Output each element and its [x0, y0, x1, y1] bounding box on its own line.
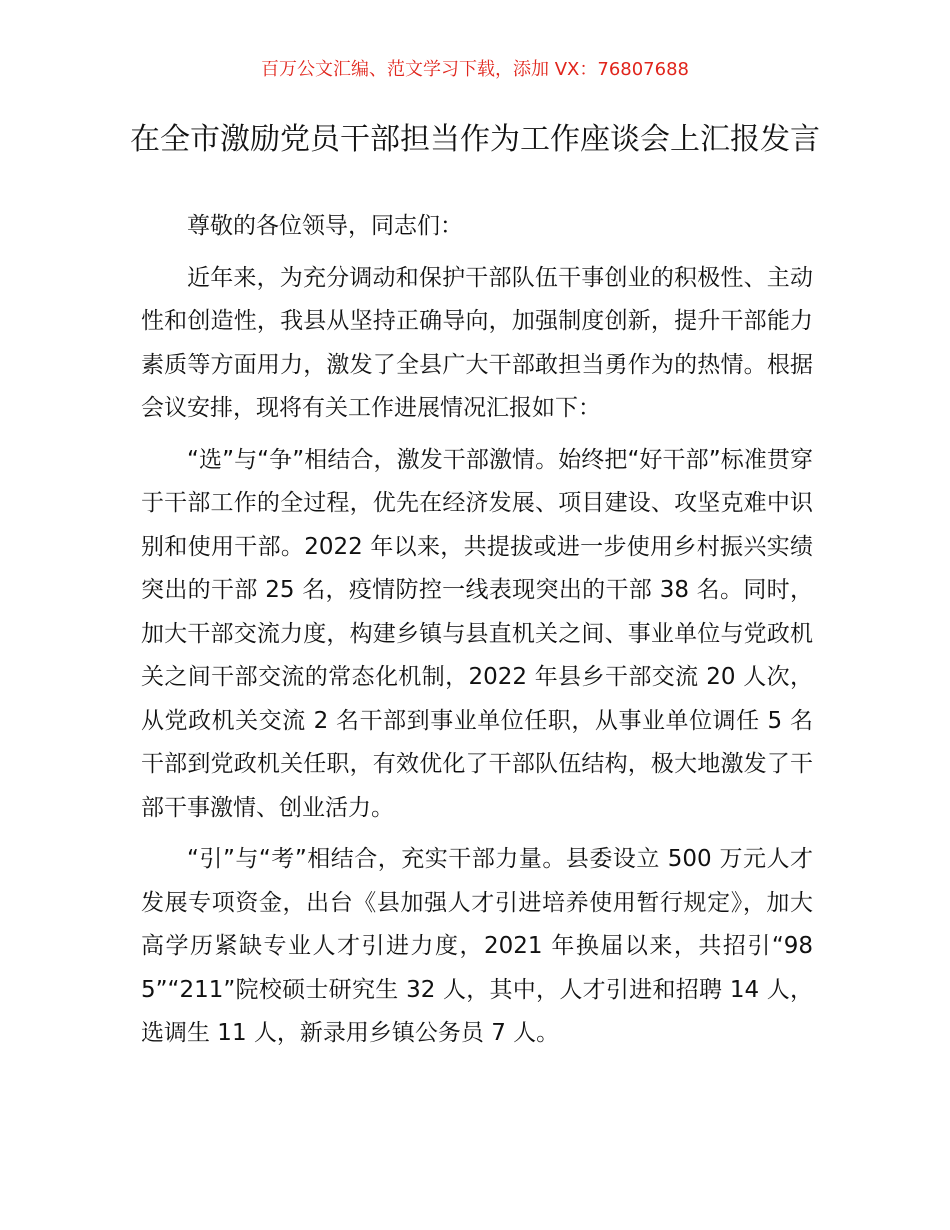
document-body — [141, 205, 813, 1056]
header-banner: 百万公文汇编、范文学习下载，添加 VX：76807688 — [261, 59, 689, 80]
salutation: 尊敬的各位领导，同志们： — [187, 213, 463, 239]
paragraph-intro: 近年来，为充分调动和保护干部队伍干事创业的积极性、主动性和创造性，我县从坚持正确导向，加强制度创新，提升干部能力素质等方面用力，激发了全县广大干部敢担当勇作为的热情。根据会议安排，现将有关工作进展情况汇报如下： — [141, 264, 813, 421]
document-title: 在全市激励党员干部担当作为工作座谈会上汇报发言 — [130, 122, 820, 157]
paragraph-recruitment: “引”与“考”相结合，充实干部力量。县委设立 500 万元人才发展专项资金，出台《县加强人才引进培养使用暂行规定》，加大高学历紧缺专业人才引进力度，2021 年换届以来，共招引“985”“211”院校硕士研究生 32 人，其中，人才引进和招聘 14 人，选调生 11 人，新录用乡镇公务员 7 人。 — [141, 846, 813, 1046]
paragraph-selection: “选”与“争”相结合，激发干部激情。始终把“好干部”标准贯穿于干部工作的全过程，优先在经济发展、项目建设、攻坚克难中识别和使用干部。2022 年以来，共提拔或进一步使用乡村振兴实绩突出的干部 25 名，疫情防控一线表现突出的干部 38 名。同时，加大干部交流力度，构建乡镇与县直机关之间、事业单位与党政机关之间干部交流的常态化机制，2022 年县乡干部交流 20 人次，从党政机关交流 2 名干部到事业单位任职，从事业单位调任 5 名干部到党政机关任职，有效优化了干部队伍结构，极大地激发了干部干事激情、创业活力。 — [141, 446, 813, 821]
